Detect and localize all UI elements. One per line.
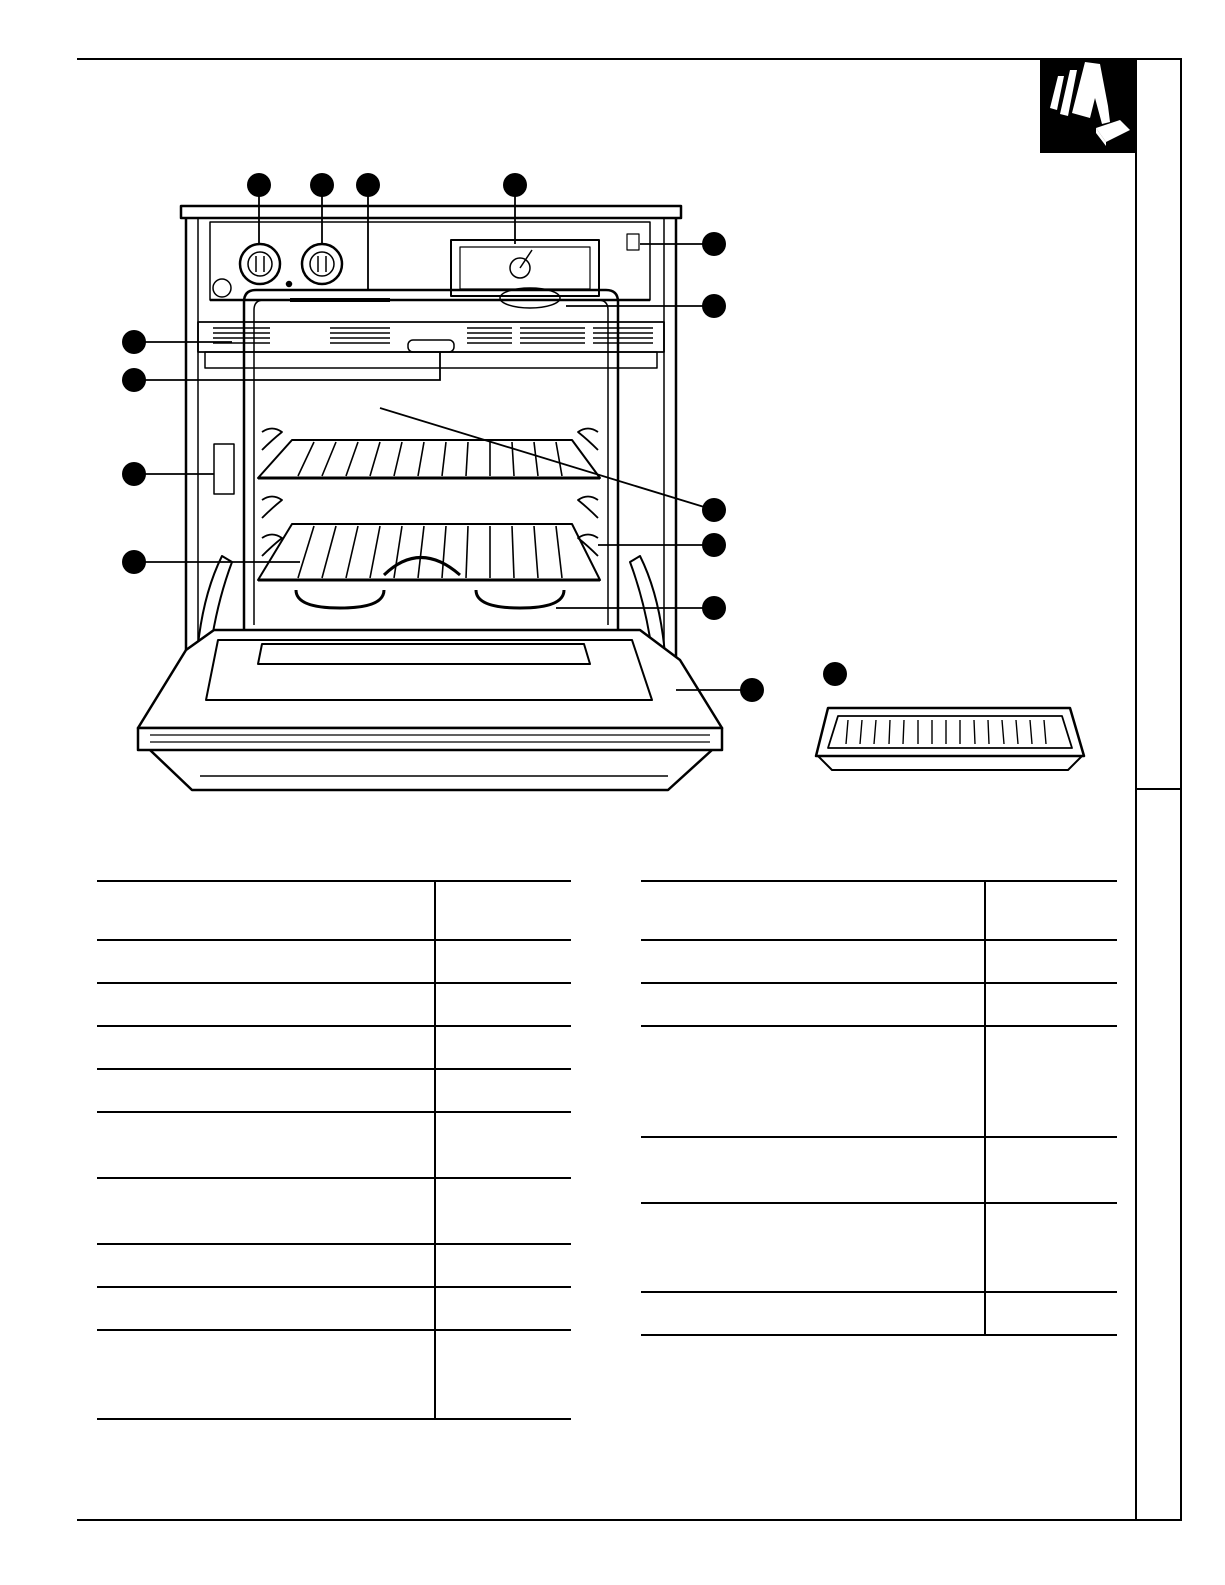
table-rule [641, 1202, 1117, 1204]
vent-grille [213, 328, 270, 343]
table-rule [97, 982, 571, 984]
table-rule [641, 1136, 1117, 1138]
table-rule [97, 1025, 571, 1027]
callout-marker [503, 173, 527, 197]
table-rule [97, 1177, 571, 1179]
table-rule [641, 982, 1117, 984]
table-column-divider [434, 880, 436, 1420]
callout-marker [702, 533, 726, 557]
table-rule [641, 1025, 1117, 1027]
table-rule [97, 1243, 571, 1245]
table-rule [97, 1068, 571, 1070]
table-rule [97, 939, 571, 941]
callout-marker [740, 678, 764, 702]
callout-marker [122, 462, 146, 486]
broiler-pan [816, 708, 1084, 770]
table-rule [641, 939, 1117, 941]
callout-marker [823, 662, 847, 686]
bottom-rule [77, 1519, 1181, 1521]
table-rule [641, 1334, 1117, 1336]
table-rule [641, 880, 1117, 882]
callout-marker [702, 596, 726, 620]
callout-marker [702, 294, 726, 318]
callout-marker [356, 173, 380, 197]
callout-marker [702, 232, 726, 256]
table-rule [97, 1329, 571, 1331]
callout-marker [122, 330, 146, 354]
table-rule [97, 1286, 571, 1288]
table-rule [97, 1418, 571, 1420]
table-rule [97, 880, 571, 882]
callout-marker [122, 368, 146, 392]
callout-marker [247, 173, 271, 197]
table-column-divider [984, 880, 986, 1336]
table-rule [641, 1291, 1117, 1293]
callout-marker [702, 498, 726, 522]
callout-marker [310, 173, 334, 197]
table-rule [97, 1111, 571, 1113]
callout-marker [122, 550, 146, 574]
